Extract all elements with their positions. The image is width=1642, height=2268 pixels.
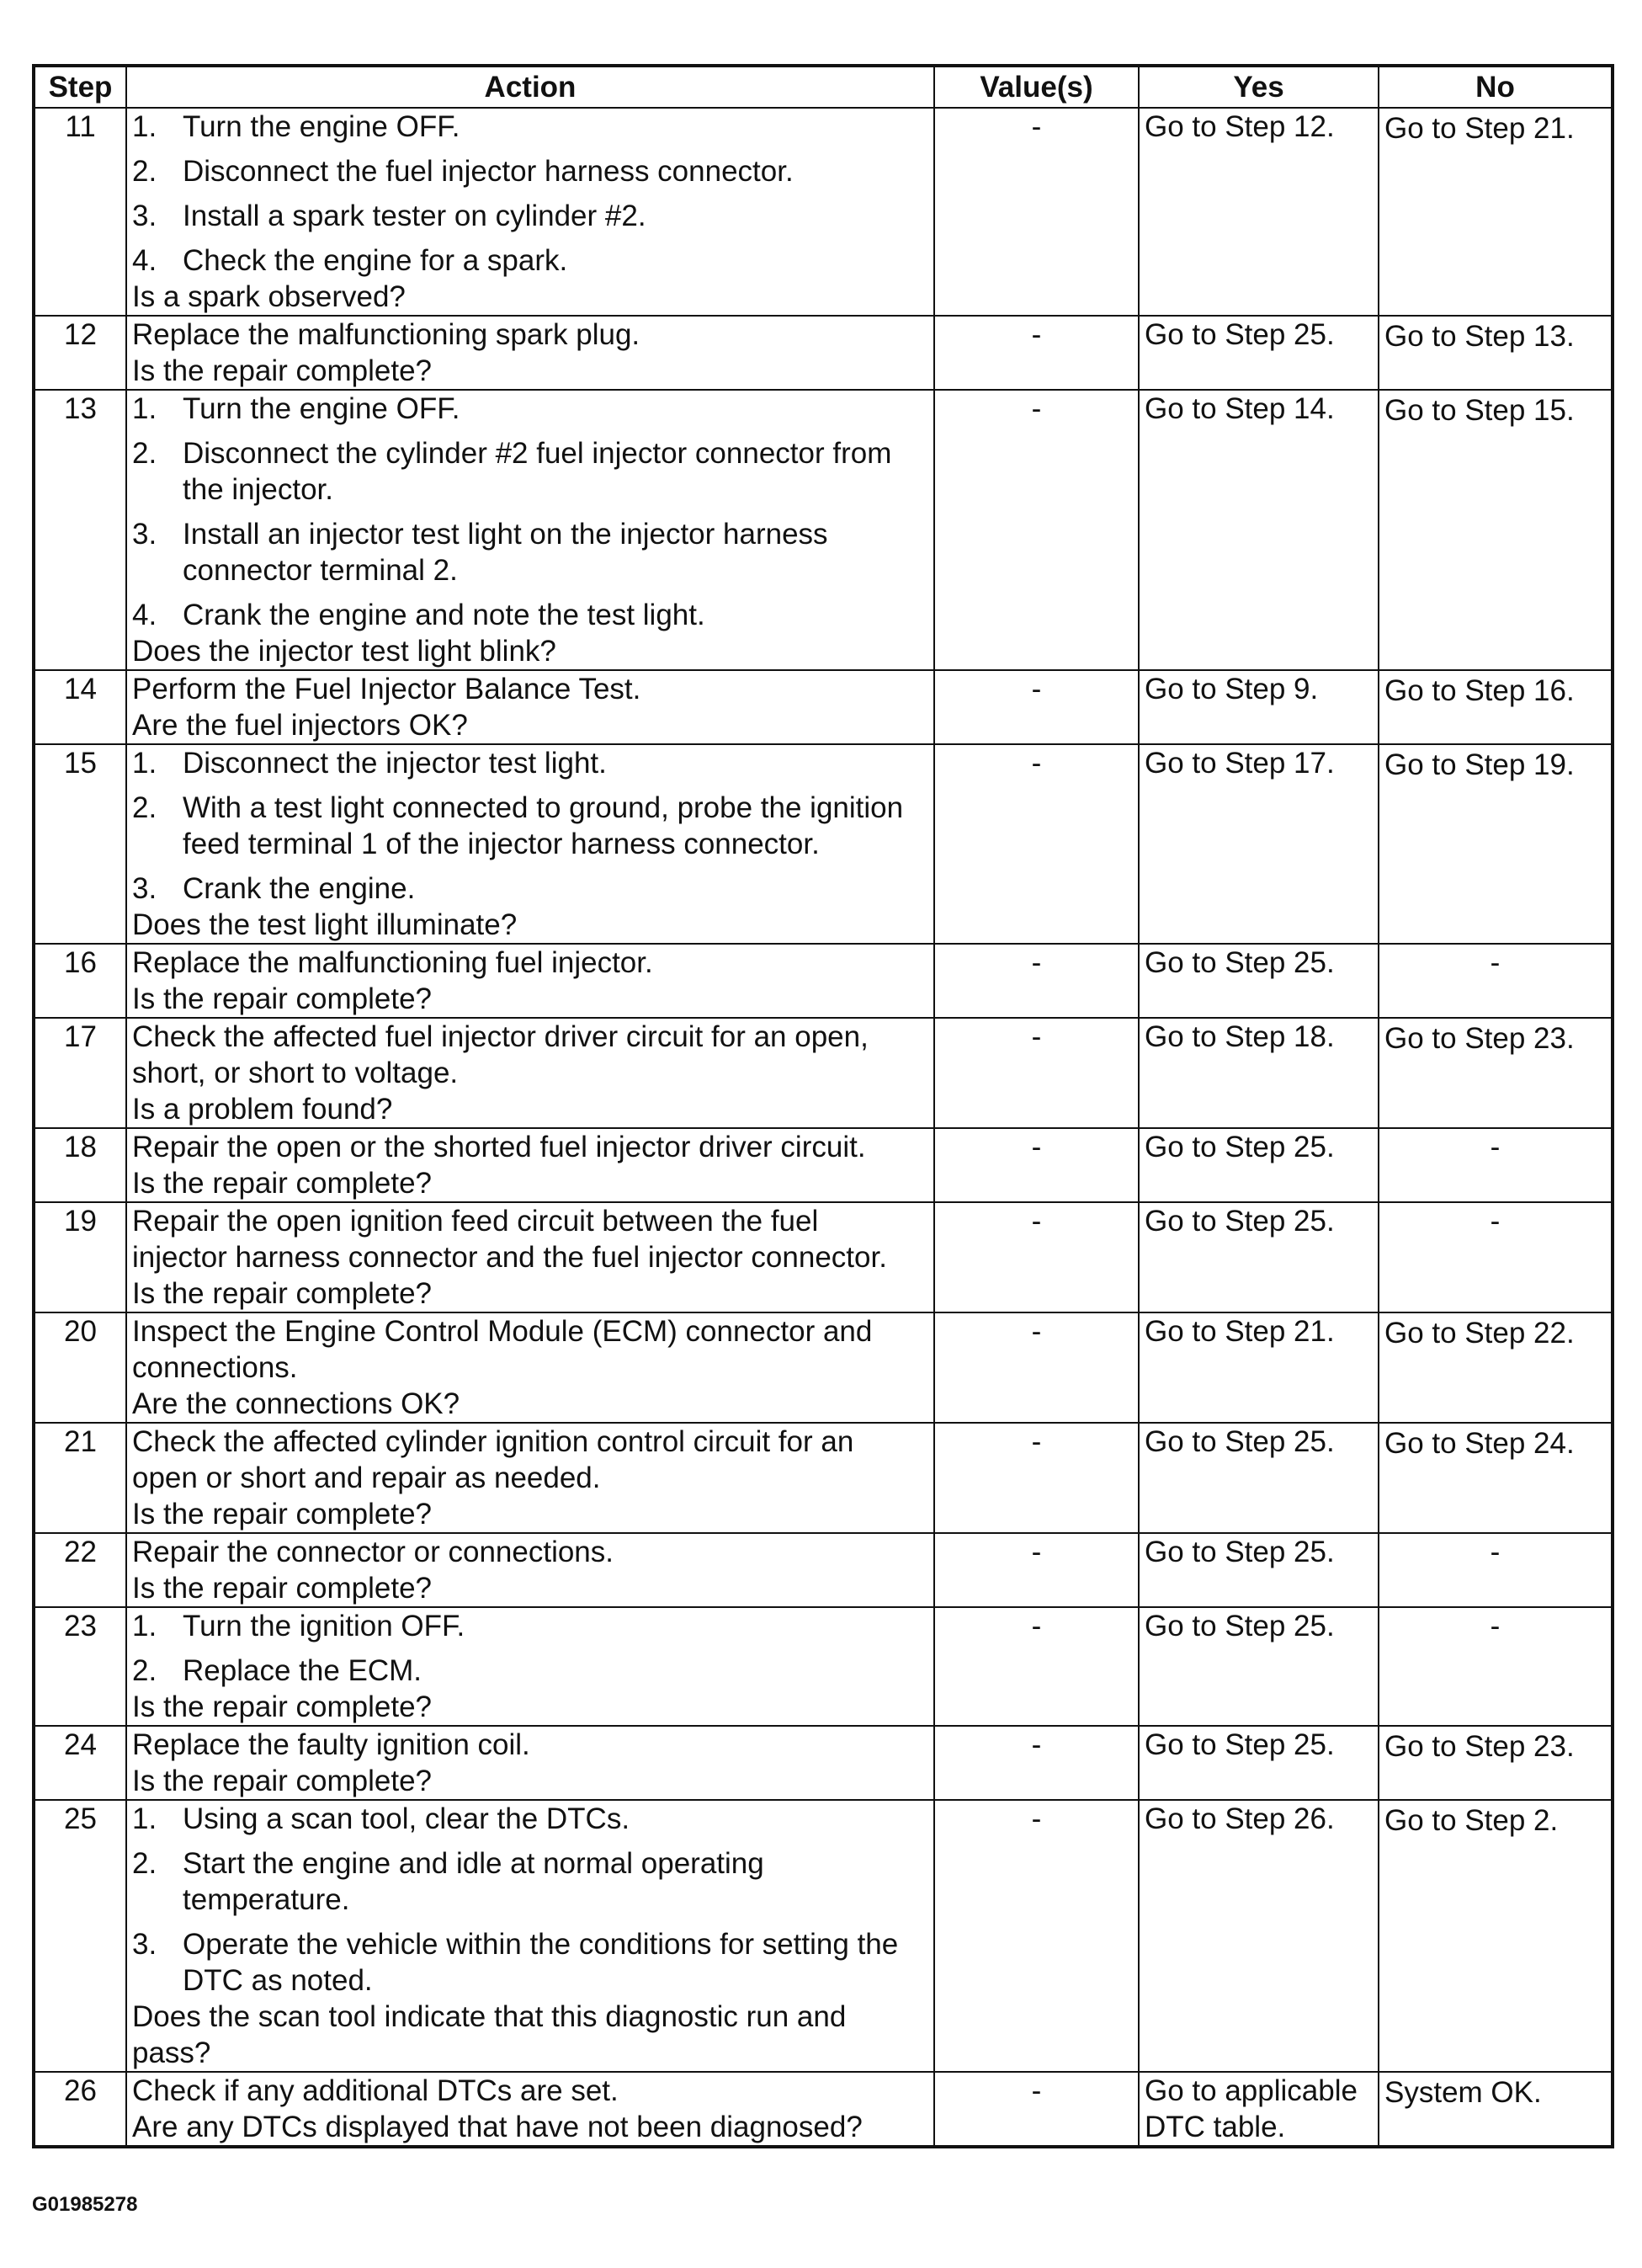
header-values: Value(s)	[934, 66, 1139, 108]
no-cell: Go to Step 16.	[1379, 670, 1613, 744]
step-number: 15	[34, 744, 126, 944]
diagnostic-table	[32, 64, 1614, 2148]
action-step-item	[132, 1845, 928, 1918]
yes-cell: Go to Step 26.	[1139, 1800, 1379, 2072]
table-row	[34, 1533, 1613, 1607]
action-text: Check the affected cylinder ignition control circuit for an	[132, 1425, 854, 1458]
action-cell	[126, 670, 934, 744]
action-cell	[126, 1800, 934, 2072]
action-steps-list	[132, 1801, 928, 1999]
action-step-item	[132, 242, 928, 279]
value-cell: -	[934, 1800, 1139, 2072]
action-step-number: 1.	[132, 392, 157, 425]
action-question: Are the connections OK?	[132, 1387, 460, 1420]
action-step-text: Crank the engine and note the test light.	[183, 599, 705, 631]
no-cell: -	[1379, 1607, 1613, 1726]
step-number: 14	[34, 670, 126, 744]
yes-cell: Go to Step 25.	[1139, 1423, 1379, 1533]
yes-cell: Go to Step 12.	[1139, 108, 1379, 316]
table-row	[34, 1800, 1613, 2072]
step-number: 25	[34, 1800, 126, 2072]
yes-cell: Go to Step 25.	[1139, 1128, 1379, 1202]
step-number: 11	[34, 108, 126, 316]
table-row	[34, 1726, 1613, 1800]
action-cell	[126, 744, 934, 944]
action-steps-list	[132, 745, 928, 907]
action-question: Does the test light illuminate?	[132, 908, 518, 941]
no-cell: Go to Step 2.	[1379, 1800, 1613, 2072]
action-step-text: Start the engine and idle at normal operating temperature.	[183, 1847, 764, 1916]
action-question: Is a problem found?	[132, 1093, 393, 1126]
action-cell	[126, 1018, 934, 1128]
action-step-item	[132, 391, 928, 427]
action-question: Is the repair complete?	[132, 1167, 433, 1200]
action-text: Replace the malfunctioning fuel injector.	[132, 946, 653, 979]
action-cell	[126, 944, 934, 1018]
action-step-text: Disconnect the injector test light.	[183, 747, 607, 780]
no-cell: -	[1379, 1128, 1613, 1202]
action-cell	[126, 316, 934, 390]
action-step-number: 4.	[132, 244, 157, 277]
action-step-item	[132, 790, 928, 862]
step-number: 18	[34, 1128, 126, 1202]
step-number: 16	[34, 944, 126, 1018]
no-cell: Go to Step 22.	[1379, 1312, 1613, 1423]
action-text: injector harness connector and the fuel injector connector.	[132, 1241, 887, 1274]
value-cell: -	[934, 1423, 1139, 1533]
no-cell: Go to Step 15.	[1379, 390, 1613, 670]
table-row	[34, 1423, 1613, 1533]
header-yes: Yes	[1139, 66, 1379, 108]
table-row	[34, 1312, 1613, 1423]
step-number: 13	[34, 390, 126, 670]
action-step-item	[132, 1653, 928, 1689]
yes-cell: Go to Step 25.	[1139, 1533, 1379, 1607]
no-cell: Go to Step 21.	[1379, 108, 1613, 316]
action-step-item	[132, 870, 928, 907]
step-number: 24	[34, 1726, 126, 1800]
action-step-number: 3.	[132, 872, 157, 905]
value-cell: -	[934, 944, 1139, 1018]
table-row	[34, 108, 1613, 316]
action-step-number: 3.	[132, 1928, 157, 1961]
table-row	[34, 1128, 1613, 1202]
action-step-number: 1.	[132, 1802, 157, 1835]
action-question: Is the repair complete?	[132, 1572, 433, 1605]
action-step-number: 1.	[132, 747, 157, 780]
action-question: Is the repair complete?	[132, 1690, 433, 1723]
yes-cell: Go to Step 25.	[1139, 316, 1379, 390]
action-question: Is the repair complete?	[132, 1765, 433, 1797]
action-steps-list	[132, 1608, 928, 1689]
action-step-item	[132, 1608, 928, 1644]
value-cell: -	[934, 2072, 1139, 2147]
diagnostic-table-container	[32, 64, 1611, 2148]
step-number: 17	[34, 1018, 126, 1128]
yes-cell: Go to Step 25.	[1139, 1726, 1379, 1800]
no-cell: -	[1379, 1533, 1613, 1607]
value-cell: -	[934, 1726, 1139, 1800]
action-text: Check the affected fuel injector driver circuit for an open,	[132, 1020, 869, 1053]
table-row	[34, 1018, 1613, 1128]
value-cell: -	[934, 1202, 1139, 1312]
action-step-text: Replace the ECM.	[183, 1654, 422, 1687]
step-number: 12	[34, 316, 126, 390]
yes-cell: Go to applicable DTC table.	[1139, 2072, 1379, 2147]
action-step-number: 2.	[132, 155, 157, 188]
action-step-item	[132, 153, 928, 189]
no-cell: System OK.	[1379, 2072, 1613, 2147]
value-cell: -	[934, 1533, 1139, 1607]
value-cell: -	[934, 1312, 1139, 1423]
step-number: 19	[34, 1202, 126, 1312]
action-text: short, or short to voltage.	[132, 1057, 459, 1089]
action-step-item	[132, 597, 928, 633]
yes-cell: Go to Step 21.	[1139, 1312, 1379, 1423]
step-number: 22	[34, 1533, 126, 1607]
action-text: Repair the connector or connections.	[132, 1536, 614, 1568]
value-cell: -	[934, 316, 1139, 390]
yes-cell: Go to Step 17.	[1139, 744, 1379, 944]
no-cell: Go to Step 19.	[1379, 744, 1613, 944]
action-step-text: Install an injector test light on the injector harness connector terminal 2.	[183, 518, 828, 587]
no-cell: Go to Step 13.	[1379, 316, 1613, 390]
action-cell	[126, 1607, 934, 1726]
header-action: Action	[126, 66, 934, 108]
no-cell: Go to Step 23.	[1379, 1018, 1613, 1128]
value-cell: -	[934, 670, 1139, 744]
table-row	[34, 316, 1613, 390]
table-row	[34, 1202, 1613, 1312]
value-cell: -	[934, 1128, 1139, 1202]
value-cell: -	[934, 744, 1139, 944]
action-cell	[126, 1726, 934, 1800]
action-steps-list	[132, 109, 928, 279]
action-step-number: 2.	[132, 1654, 157, 1687]
action-step-text: With a test light connected to ground, probe the ignition feed terminal 1 of the injector harness connector.	[183, 791, 904, 860]
action-step-item	[132, 745, 928, 781]
table-body	[34, 108, 1613, 2147]
value-cell: -	[934, 1607, 1139, 1726]
action-question: Are any DTCs displayed that have not been diagnosed?	[132, 2111, 863, 2143]
action-cell	[126, 1533, 934, 1607]
yes-cell: Go to Step 18.	[1139, 1018, 1379, 1128]
action-text: Repair the open or the shorted fuel injector driver circuit.	[132, 1131, 866, 1163]
action-cell	[126, 1423, 934, 1533]
action-step-number: 1.	[132, 110, 157, 143]
action-step-item	[132, 1926, 928, 1999]
action-cell	[126, 1202, 934, 1312]
action-text: Repair the open ignition feed circuit between the fuel	[132, 1205, 819, 1238]
table-row	[34, 744, 1613, 944]
step-number: 21	[34, 1423, 126, 1533]
header-step: Step	[34, 66, 126, 108]
no-cell: Go to Step 23.	[1379, 1726, 1613, 1800]
yes-cell: Go to Step 14.	[1139, 390, 1379, 670]
action-step-text: Using a scan tool, clear the DTCs.	[183, 1802, 630, 1835]
action-text: Check if any additional DTCs are set.	[132, 2074, 619, 2107]
yes-cell: Go to Step 9.	[1139, 670, 1379, 744]
action-text: open or short and repair as needed.	[132, 1461, 601, 1494]
action-cell	[126, 2072, 934, 2147]
yes-cell: Go to Step 25.	[1139, 944, 1379, 1018]
action-question: Is a spark observed?	[132, 280, 406, 313]
action-step-number: 2.	[132, 1847, 157, 1880]
action-text: Replace the malfunctioning spark plug.	[132, 318, 640, 351]
no-cell: Go to Step 24.	[1379, 1423, 1613, 1533]
action-question: Are the fuel injectors OK?	[132, 709, 468, 742]
action-question: Is the repair complete?	[132, 982, 433, 1015]
action-text: Replace the faulty ignition coil.	[132, 1728, 530, 1761]
step-number: 26	[34, 2072, 126, 2147]
action-step-number: 2.	[132, 437, 157, 470]
action-text: Inspect the Engine Control Module (ECM) connector and	[132, 1315, 873, 1348]
header-no: No	[1379, 66, 1613, 108]
action-step-text: Turn the ignition OFF.	[183, 1610, 465, 1642]
table-row	[34, 670, 1613, 744]
action-step-number: 2.	[132, 791, 157, 824]
table-row	[34, 2072, 1613, 2147]
action-cell	[126, 1128, 934, 1202]
action-question: Is the repair complete?	[132, 354, 433, 387]
action-steps-list	[132, 391, 928, 633]
action-cell	[126, 108, 934, 316]
action-text: Perform the Fuel Injector Balance Test.	[132, 673, 641, 705]
action-step-number: 3.	[132, 200, 157, 232]
action-question: Does the scan tool indicate that this diagnostic run and pass?	[132, 2000, 847, 2069]
action-step-text: Check the engine for a spark.	[183, 244, 568, 277]
action-step-text: Disconnect the fuel injector harness connector.	[183, 155, 794, 188]
action-step-item	[132, 109, 928, 145]
action-step-text: Crank the engine.	[183, 872, 416, 905]
no-cell: -	[1379, 944, 1613, 1018]
action-step-text: Turn the engine OFF.	[183, 110, 460, 143]
action-step-text: Disconnect the cylinder #2 fuel injector connector from the injector.	[183, 437, 892, 506]
value-cell: -	[934, 390, 1139, 670]
action-step-item	[132, 1801, 928, 1837]
table-row	[34, 944, 1613, 1018]
value-cell: -	[934, 108, 1139, 316]
table-row	[34, 390, 1613, 670]
action-step-number: 4.	[132, 599, 157, 631]
action-step-item	[132, 198, 928, 234]
step-number: 23	[34, 1607, 126, 1726]
yes-cell: Go to Step 25.	[1139, 1202, 1379, 1312]
action-step-text: Turn the engine OFF.	[183, 392, 460, 425]
yes-cell: Go to Step 25.	[1139, 1607, 1379, 1726]
no-cell: -	[1379, 1202, 1613, 1312]
action-step-text: Install a spark tester on cylinder #2.	[183, 200, 646, 232]
action-step-text: Operate the vehicle within the conditions for setting the DTC as noted.	[183, 1928, 899, 1997]
step-number: 20	[34, 1312, 126, 1423]
action-question: Is the repair complete?	[132, 1498, 433, 1531]
action-cell	[126, 390, 934, 670]
action-question: Is the repair complete?	[132, 1277, 433, 1310]
action-text: connections.	[132, 1351, 298, 1384]
table-header-row	[34, 66, 1613, 108]
action-cell	[126, 1312, 934, 1423]
action-step-number: 1.	[132, 1610, 157, 1642]
action-step-item	[132, 516, 928, 588]
action-step-item	[132, 435, 928, 508]
table-row	[34, 1607, 1613, 1726]
document-code: G01985278	[32, 2193, 138, 2216]
action-question: Does the injector test light blink?	[132, 635, 556, 668]
value-cell: -	[934, 1018, 1139, 1128]
action-step-number: 3.	[132, 518, 157, 551]
